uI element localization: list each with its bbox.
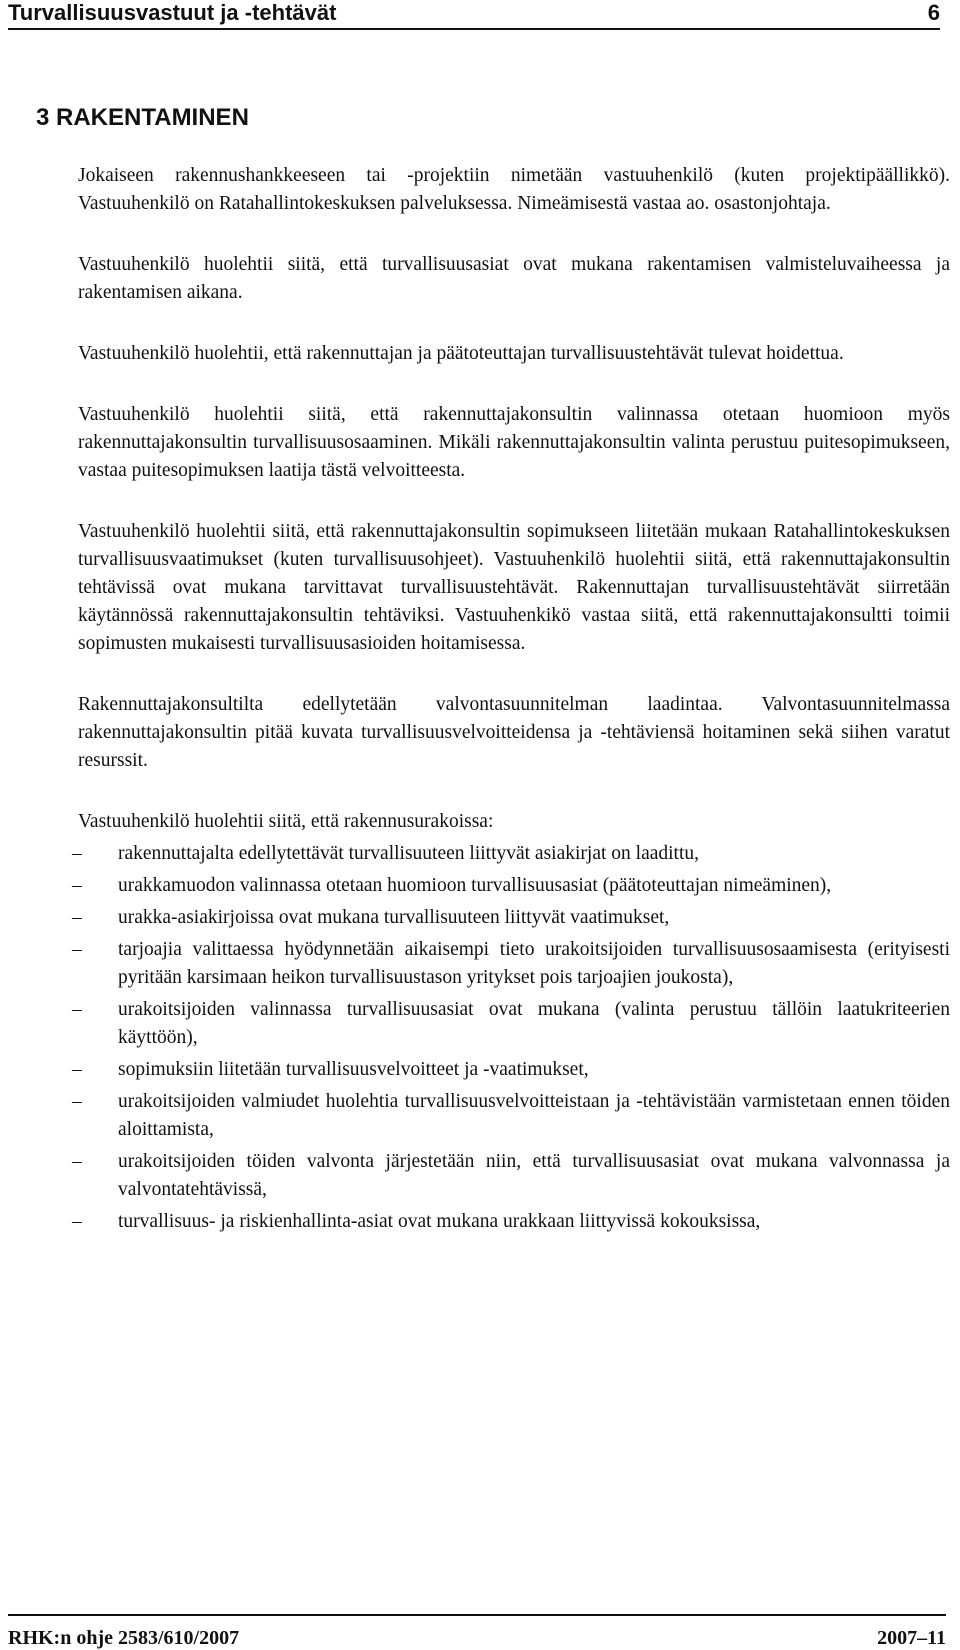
list-item-text: urakkamuodon valinnassa otetaan huomioon turvallisuusasiat (päätoteuttajan nimeäminen),: [118, 875, 832, 896]
dash-marker: –: [72, 875, 82, 896]
list-item-text: turvallisuus- ja riskienhallinta-asiat ovat mukana urakkaan liittyvissä kokouksissa,: [118, 1211, 761, 1232]
paragraph: Jokaiseen rakennushankkeeseen tai -projektiin nimetään vastuuhenkilö (kuten projektipäällikkö). Vastuuhenkilö on Ratahallintokeskuksen palveluksessa. Nimeämisestä vastaa ao. osastonjohtaja.: [78, 165, 950, 214]
list-item-text: urakoitsijoiden valmiudet huolehtia turvallisuusvelvoitteistaan ja -tehtävistään varmistetaan ennen töiden aloittamista,: [118, 1091, 950, 1140]
list-item: [72, 1148, 950, 1204]
dash-marker: –: [72, 999, 82, 1020]
list-item: [72, 840, 950, 868]
paragraph: Vastuuhenkilö huolehtii siitä, että rakennuttajakonsultin sopimukseen liitetään mukaan Ratahallintokeskuksen turvallisuusvaatimukset (kuten turvallisuusohjeet). Vastuuhenkilö huolehtii siitä, että rakennuttajakonsultin tehtävissä ovat mukana tarvittavat turvallisuustehtävät. Rakennuttajan turvallisuustehtävät siirretään käytännössä rakennuttajakonsultin tehtäviksi. Vastuuhenkikö vastaa siitä, että rakennuttajakonsultti toimii sopimusten mukaisesti turvallisuusasioiden hoitamisessa.: [78, 521, 950, 654]
header-title: Turvallisuusvastuut ja -tehtävät: [8, 0, 337, 25]
list-item-text: rakennuttajalta edellytettävät turvallisuuteen liittyvät asiakirjat on laadittu,: [118, 843, 700, 864]
list-item: [72, 996, 950, 1052]
list-item: [72, 1208, 950, 1236]
section-heading: 3 RAKENTAMINEN: [36, 104, 249, 131]
dash-marker: –: [72, 1059, 82, 1080]
list-item-text: urakoitsijoiden töiden valvonta järjestetään niin, että turvallisuusasiat ovat mukana valvonnassa ja valvontatehtävissä,: [118, 1151, 950, 1200]
dash-marker: –: [72, 843, 82, 864]
list-item-text: sopimuksiin liitetään turvallisuusvelvoitteet ja -vaatimukset,: [118, 1059, 589, 1080]
paragraph: Vastuuhenkilö huolehtii siitä, että rakennuttajakonsultin valinnassa otetaan huomioon myös rakennuttajakonsultin turvallisuusosaaminen. Mikäli rakennuttajakonsultin valinta perustuu puitesopimukseen, vastaa puitesopimuksen laatija tästä velvoitteesta.: [78, 404, 950, 481]
paragraph: Rakennuttajakonsultilta edellytetään valvontasuunnitelman laadintaa. Valvontasuunnitelmassa rakennuttajakonsultin pitää kuvata turvallisuusvelvoitteidensa ja -tehtäviensä hoitaminen sekä siihen varatut resurssit.: [78, 694, 950, 771]
paragraph: Vastuuhenkilö huolehtii, että rakennuttajan ja päätoteuttajan turvallisuustehtävät tulevat hoidettua.: [78, 343, 844, 364]
list-item-text: urakka-asiakirjoissa ovat mukana turvallisuuteen liittyvät vaatimukset,: [118, 907, 670, 928]
list-item-text: urakoitsijoiden valinnassa turvallisuusasiat ovat mukana (valinta perustuu tällöin laatukriteerien käyttöön),: [118, 999, 950, 1048]
dash-marker: –: [72, 907, 82, 928]
dash-marker: –: [72, 939, 82, 960]
dash-marker: –: [72, 1091, 82, 1112]
body-content: [72, 162, 950, 1240]
dash-marker: –: [72, 1211, 82, 1232]
page-header: [8, 0, 940, 30]
dash-list: [72, 840, 950, 1236]
list-item: [72, 872, 950, 900]
list-item-text: tarjoajia valittaessa hyödynnetään aikaisempi tieto urakoitsijoiden turvallisuusosaamisesta (erityisesti pyritään karsimaan heikon turvallisuustason yritykset pois tarjoajien joukosta),: [118, 939, 950, 988]
list-item: [72, 1088, 950, 1144]
list-item: [72, 936, 950, 992]
footer-date: 2007–11: [877, 1627, 946, 1649]
paragraph: Vastuuhenkilö huolehtii siitä, että turvallisuusasiat ovat mukana rakentamisen valmisteluvaiheessa ja rakentamisen aikana.: [78, 254, 950, 303]
footer-document-id: RHK:n ohje 2583/610/2007: [8, 1627, 240, 1649]
page-number: 6: [927, 0, 940, 25]
dash-marker: –: [72, 1151, 82, 1172]
page-footer: [8, 1614, 946, 1650]
list-item: [72, 904, 950, 932]
list-item: [72, 1056, 950, 1084]
list-intro: Vastuuhenkilö huolehtii siitä, että rakennusurakoissa:: [78, 811, 494, 832]
